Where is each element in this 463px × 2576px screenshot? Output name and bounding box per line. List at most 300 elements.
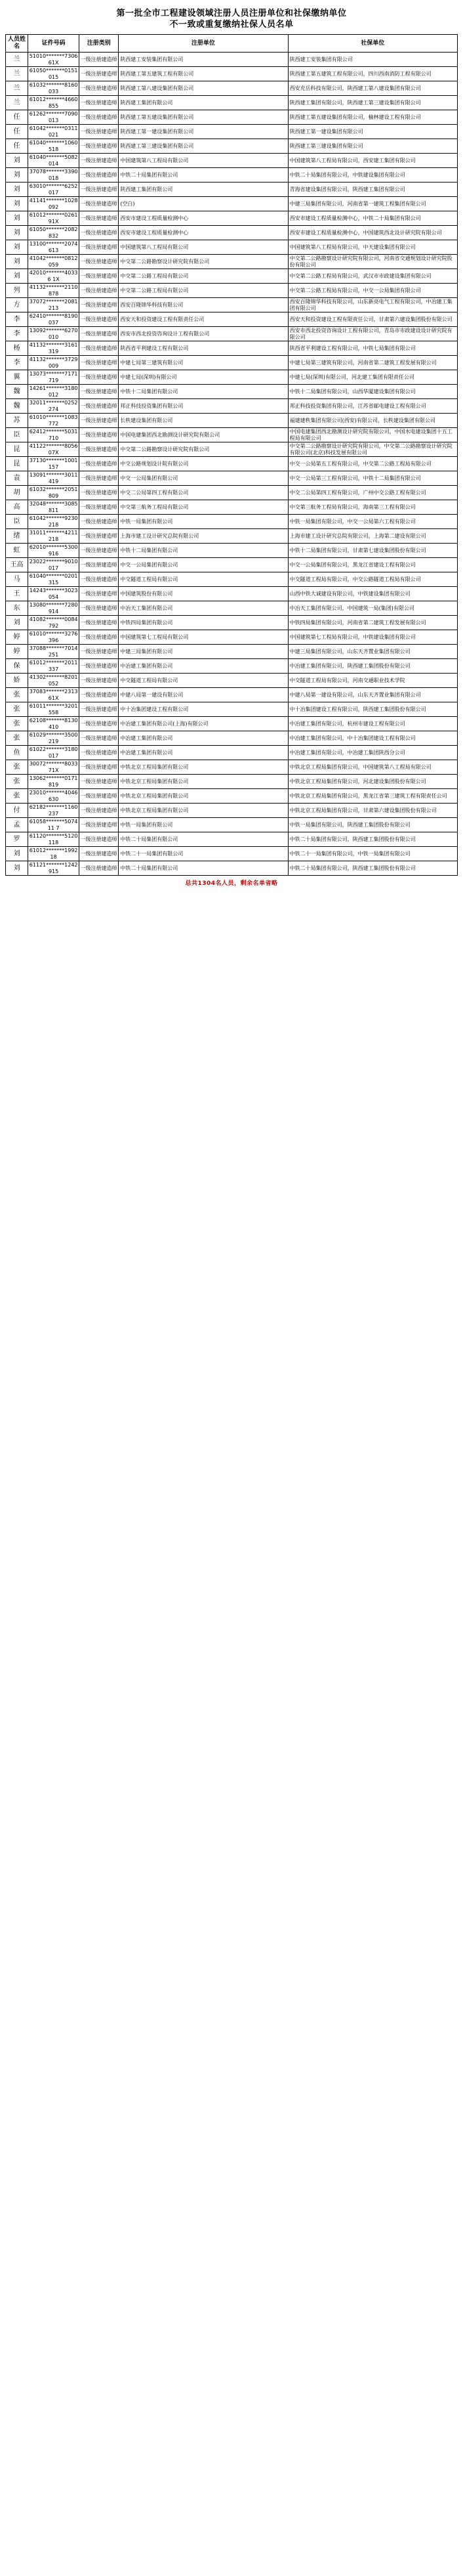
table-body: [6, 53, 458, 876]
cell-type: 一级注册建造师: [79, 442, 119, 457]
cell-cert: 61058*******507411 7: [28, 818, 79, 832]
cell-reg-unit: 长秩建设集团有限公司: [119, 414, 288, 428]
cell-type: 一级注册建造师: [79, 486, 119, 500]
cell-social-unit: 陕西建工第五建设集团有限公司，榆林建设工程有限公司: [288, 110, 457, 125]
cell-social-unit: 中建三局集团有限公司，山东天齐置业集团有限公司: [288, 645, 457, 659]
cell-name: 刘: [6, 154, 28, 168]
cell-type: 一级注册建造师: [79, 818, 119, 832]
cell-type: 一级注册建造师: [79, 356, 119, 370]
cell-type: 一级注册建造师: [79, 529, 119, 544]
cell-social-unit: 中交隧道工程局有限公司，河南交通职业技术学院: [288, 674, 457, 688]
cell-social-unit: 陕西建工第一建设集团有限公司: [288, 125, 457, 139]
cell-name: 刘: [6, 616, 28, 630]
cell-reg-unit: 中国建筑第八工程局有限公司: [119, 240, 288, 255]
table-row: [6, 702, 458, 717]
table-row: [6, 255, 458, 269]
cell-cert: 61029*******3500219: [28, 731, 79, 746]
cell-name: 王: [6, 587, 28, 601]
cell-name: 兰: [6, 53, 28, 67]
cell-name: 王高: [6, 558, 28, 572]
cell-reg-unit: 中建三局集团有限公司: [119, 645, 288, 659]
cell-name: 东: [6, 601, 28, 616]
table-row: [6, 139, 458, 154]
cell-type: 一级注册建造师: [79, 688, 119, 702]
table-row: [6, 601, 458, 616]
cell-name: 孟: [6, 818, 28, 832]
cell-cert: 61011*******3201558: [28, 702, 79, 717]
cell-social-unit: 福建建秩集团有限公司(西安)有限公司，长秩建设集团有限公司: [288, 414, 457, 428]
cell-social-unit: 中铁十二局集团有限公司，甘肃第七建设集团股份有限公司: [288, 544, 457, 558]
table-row: [6, 471, 458, 486]
cell-name: 刘: [6, 182, 28, 197]
header-cert: 证件号码: [28, 35, 79, 53]
cell-cert: 61042*******0311021: [28, 125, 79, 139]
cell-cert: 62412*******5031710: [28, 428, 79, 442]
cell-name: 臣: [6, 515, 28, 529]
cell-name: 保: [6, 659, 28, 674]
cell-social-unit: 中铁北京工程局集团有限公司，河北建设集团股份有限公司: [288, 775, 457, 789]
table-row: [6, 789, 458, 804]
cell-cert: 41132*******3161319: [28, 341, 79, 356]
table-row: [6, 746, 458, 760]
cell-reg-unit: 中冶建工集团有限公司: [119, 731, 288, 746]
cell-type: 一级注册建造师: [79, 168, 119, 182]
cell-social-unit: 西安百隆锦华科技有限公司，山东新亮电气工程有限公司，中冶建工集团有限公司: [288, 298, 457, 312]
document-title: [5, 8, 458, 30]
cell-type: 一级注册建造师: [79, 139, 119, 154]
cell-social-unit: 中十冶集团建设工程有限公司，陕西建工集团股份有限公司: [288, 702, 457, 717]
cell-social-unit: 陕西建工安装集团有限公司: [288, 53, 457, 67]
cell-reg-unit: 陕西建工集团有限公司: [119, 182, 288, 197]
cell-social-unit: 陕西建工集团有限公司，陕西建工第三建设集团有限公司: [288, 96, 457, 110]
cell-social-unit: 中交二公局第四工程有限公司，广州中交公路工程有限公司: [288, 486, 457, 500]
cell-reg-unit: 中铁二十局集团有限公司: [119, 832, 288, 847]
table-row: [6, 96, 458, 110]
table-row: [6, 832, 458, 847]
cell-type: 一级注册建造师: [79, 731, 119, 746]
cell-cert: 30072*******803371X: [28, 760, 79, 775]
cell-type: 一级注册建造师: [79, 572, 119, 587]
document-page: [0, 0, 463, 893]
cell-reg-unit: 中十冶集团建设工程有限公司: [119, 702, 288, 717]
cell-type: 一级注册建造师: [79, 414, 119, 428]
table-row: [6, 731, 458, 746]
cell-type: 一级注册建造师: [79, 558, 119, 572]
cell-reg-unit: 中交第二公路勘察设计研究院有限公司: [119, 442, 288, 457]
table-row: [6, 572, 458, 587]
cell-name: 刘: [6, 861, 28, 876]
cell-name: 刘: [6, 847, 28, 861]
cell-name: 列: [6, 284, 28, 298]
cell-type: 一级注册建造师: [79, 760, 119, 775]
cell-cert: 62010*******5300916: [28, 544, 79, 558]
cell-cert: 61032*******2051809: [28, 486, 79, 500]
table-row: [6, 515, 458, 529]
cell-cert: 51010*******730661X: [28, 53, 79, 67]
cell-social-unit: 中交一公局第三工程有限公司，中铁十二局集团有限公司: [288, 471, 457, 486]
cell-social-unit: 中冶建工集团有限公司，陕西建工集团股份有限公司: [288, 659, 457, 674]
cell-cert: 61032*******8160033: [28, 81, 79, 96]
cell-cert: 37072*******2081213: [28, 298, 79, 312]
cell-name: 刘: [6, 255, 28, 269]
cell-social-unit: 中铁十二局集团有限公司，山西华厦建设集团有限公司: [288, 385, 457, 399]
cell-cert: 61012*******2011337: [28, 659, 79, 674]
cell-reg-unit: 中铁十二局集团有限公司: [119, 385, 288, 399]
cell-type: 一级注册建造师: [79, 125, 119, 139]
cell-type: 一级注册建造师: [79, 327, 119, 341]
cell-cert: 37083*******231361X: [28, 688, 79, 702]
cell-type: 一级注册建造师: [79, 226, 119, 240]
cell-social-unit: 邦正科技投资集团有限公司，江苏省邮电建设工程有限公司: [288, 399, 457, 414]
cell-cert: 13100*******2074613: [28, 240, 79, 255]
cell-name: 娇: [6, 674, 28, 688]
cell-name: 袁: [6, 471, 28, 486]
cell-social-unit: 中交第二公路勘察设计研究院有限公司，河南省交通规划设计研究院股份有限公司: [288, 255, 457, 269]
cell-type: 一级注册建造师: [79, 399, 119, 414]
cell-name: 刘: [6, 269, 28, 284]
cell-social-unit: 陕西省平利建设工程有限公司，中铁七局集团有限公司: [288, 341, 457, 356]
table-row: [6, 197, 458, 211]
cell-cert: 61040*******1060518: [28, 139, 79, 154]
cell-social-unit: 中铁北京工程局集团有限公司，黑龙江省第三建筑工程有限责任公司: [288, 789, 457, 804]
table-row: [6, 240, 458, 255]
table-row: [6, 327, 458, 341]
cell-reg-unit: 中冶建工集团有限公司(上海)有限公司: [119, 717, 288, 731]
cell-cert: 37130*******1001157: [28, 457, 79, 471]
table-row: [6, 818, 458, 832]
cell-name: 刘: [6, 226, 28, 240]
cell-name: 昆: [6, 442, 28, 457]
cell-cert: 61262*******7090013: [28, 110, 79, 125]
cell-name: 张: [6, 702, 28, 717]
cell-reg-unit: 中交隧道工程局有限公司: [119, 572, 288, 587]
cell-reg-unit: 陕西建工第五建设集团有限公司: [119, 110, 288, 125]
cell-cert: 61012*******199218: [28, 847, 79, 861]
table-row: [6, 674, 458, 688]
cell-name: 刘: [6, 240, 28, 255]
cell-cert: 13092*******6270010: [28, 327, 79, 341]
cell-reg-unit: 中交公路规划设计院有限公司: [119, 457, 288, 471]
cell-cert: 41122*******805607X: [28, 442, 79, 457]
cell-name: 杨: [6, 341, 28, 356]
cell-name: 臣: [6, 428, 28, 442]
cell-name: 胡: [6, 486, 28, 500]
cell-reg-unit: 西安市西北投资咨询设计工程有限公司: [119, 327, 288, 341]
cell-cert: 61050*******0151015: [28, 67, 79, 81]
cell-name: 虹: [6, 544, 28, 558]
cell-cert: 13073*******7171719: [28, 370, 79, 385]
table-row: [6, 861, 458, 876]
cell-reg-unit: 陕西省平利建设工程有限公司: [119, 341, 288, 356]
table-row: [6, 529, 458, 544]
cell-type: 一级注册建造师: [79, 500, 119, 515]
table-row: [6, 688, 458, 702]
cell-social-unit: 中冶建工集团有限公司，中冶建工集团陕西分公司: [288, 746, 457, 760]
cell-type: 一级注册建造师: [79, 847, 119, 861]
cell-cert: 61040*******0201315: [28, 572, 79, 587]
cell-reg-unit: 陕西建工第五建筑工程有限公司: [119, 67, 288, 81]
cell-reg-unit: 中国建筑第八工程局有限公司: [119, 154, 288, 168]
cell-cert: 31011*******4211218: [28, 529, 79, 544]
cell-cert: 13062*******0171819: [28, 775, 79, 789]
cell-social-unit: 中国电建集团西北勘测设计研究院有限公司，中国水电建设集团十五工程局有限公司: [288, 428, 457, 442]
cell-social-unit: 中冶建工集团有限公司，杭州市建设工程有限公司: [288, 717, 457, 731]
cell-cert: 14243*******3023054: [28, 587, 79, 601]
cell-name: 李: [6, 312, 28, 327]
cell-name: 马: [6, 572, 28, 587]
cell-reg-unit: 中铁北京工程局集团有限公司: [119, 775, 288, 789]
cell-name: 付: [6, 804, 28, 818]
cell-cert: 41042*******0812059: [28, 255, 79, 269]
cell-name: 张: [6, 688, 28, 702]
cell-type: 一级注册建造师: [79, 341, 119, 356]
cell-reg-unit: 中建七局第三建筑有限公司: [119, 356, 288, 370]
cell-reg-unit: 邦正科技投资集团有限公司: [119, 399, 288, 414]
cell-reg-unit: 中铁一局集团有限公司: [119, 515, 288, 529]
cell-type: 一级注册建造师: [79, 659, 119, 674]
cell-type: 一级注册建造师: [79, 312, 119, 327]
table-row: [6, 67, 458, 81]
cell-type: 一级注册建造师: [79, 298, 119, 312]
cell-type: 一级注册建造师: [79, 211, 119, 226]
header-social-unit: 社保单位: [288, 35, 457, 53]
cell-reg-unit: 中铁二十局集团有限公司: [119, 861, 288, 876]
cell-reg-unit: 中铁一局集团有限公司: [119, 818, 288, 832]
cell-type: 一级注册建造师: [79, 674, 119, 688]
table-row: [6, 53, 458, 67]
cell-reg-unit: 中冶建工集团有限公司: [119, 746, 288, 760]
table-row: [6, 659, 458, 674]
cell-type: 一级注册建造师: [79, 746, 119, 760]
table-row: [6, 486, 458, 500]
cell-type: 一级注册建造师: [79, 53, 119, 67]
table-row: [6, 442, 458, 457]
cell-type: 一级注册建造师: [79, 385, 119, 399]
cell-reg-unit: 陕西建工集团有限公司: [119, 96, 288, 110]
cell-cert: 41141*******1028092: [28, 197, 79, 211]
cell-type: 一级注册建造师: [79, 702, 119, 717]
cell-type: 一级注册建造师: [79, 789, 119, 804]
cell-cert: 63010*******6252017: [28, 182, 79, 197]
cell-social-unit: 中国建筑第八工程局有限公司，西安建工集团有限公司: [288, 154, 457, 168]
cell-type: 一级注册建造师: [79, 515, 119, 529]
cell-cert: 61010*******3276396: [28, 630, 79, 645]
cell-reg-unit: 西安市建设工程质量检测中心: [119, 211, 288, 226]
cell-name: 张: [6, 789, 28, 804]
cell-reg-unit: 西安市建设工程质量检测中心: [119, 226, 288, 240]
cell-social-unit: 西安市建设工程质量检测中心，中铁二十局集团有限公司: [288, 211, 457, 226]
cell-type: 一级注册建造师: [79, 154, 119, 168]
cell-cert: 61010*******1083772: [28, 414, 79, 428]
cell-name: 兰: [6, 96, 28, 110]
header-type: 注册类别: [79, 35, 119, 53]
cell-cert: 62182*******1160237: [28, 804, 79, 818]
cell-social-unit: 中建三局集团有限公司，河南省第一建筑工程集团有限公司: [288, 197, 457, 211]
cell-social-unit: 中交一公局第五工程有限公司，中交第二公路工程局有限公司: [288, 457, 457, 471]
cell-name: 兰: [6, 67, 28, 81]
cell-reg-unit: 陕西建工第八建设集团有限公司: [119, 81, 288, 96]
cell-type: 一级注册建造师: [79, 255, 119, 269]
cell-cert: 61050*******2082832: [28, 226, 79, 240]
cell-reg-unit: 中铁北京工程局集团有限公司: [119, 760, 288, 775]
cell-type: 一级注册建造师: [79, 861, 119, 876]
cell-name: 魏: [6, 385, 28, 399]
table-row: [6, 298, 458, 312]
cell-reg-unit: 中铁北京工程局集团有限公司: [119, 789, 288, 804]
cell-cert: 41132*******3729009: [28, 356, 79, 370]
cell-reg-unit: 中交第三航务工程局有限公司: [119, 500, 288, 515]
cell-reg-unit: 中铁北京工程局集团有限公司: [119, 804, 288, 818]
table-row: [6, 312, 458, 327]
cell-type: 一级注册建造师: [79, 587, 119, 601]
cell-cert: 23010*******4046630: [28, 789, 79, 804]
cell-social-unit: 陕西建工第三建设集团有限公司: [288, 139, 457, 154]
cell-name: 张: [6, 775, 28, 789]
table-row: [6, 154, 458, 168]
cell-reg-unit: 上海市建工设计研究总院有限公司: [119, 529, 288, 544]
table-row: [6, 182, 458, 197]
cell-type: 一级注册建造师: [79, 269, 119, 284]
cell-type: 一级注册建造师: [79, 471, 119, 486]
table-row: [6, 775, 458, 789]
cell-type: 一级注册建造师: [79, 428, 119, 442]
cell-cert: 13091*******3011419: [28, 471, 79, 486]
cell-name: 张: [6, 731, 28, 746]
cell-name: 昆: [6, 457, 28, 471]
cell-cert: 61012*******026191X: [28, 211, 79, 226]
cell-cert: 61121*******1242915: [28, 861, 79, 876]
cell-reg-unit: 中国建筑股份有限公司: [119, 587, 288, 601]
table-row: [6, 370, 458, 385]
cell-social-unit: 西安天和投资建设工程有限责任公司，甘肃第六建设集团股份有限公司: [288, 312, 457, 327]
cell-cert: 61042*******9230218: [28, 515, 79, 529]
cell-name: 苏: [6, 414, 28, 428]
cell-social-unit: 中交第二公路勘察设计研究院有限公司，中交第二公路勘察设计研究院有限公司(北京)科技发展有限公司: [288, 442, 457, 457]
cell-type: 一级注册建造师: [79, 197, 119, 211]
cell-reg-unit: 中铁四局集团有限公司: [119, 616, 288, 630]
cell-reg-unit: 中交二公局第四工程有限公司: [119, 486, 288, 500]
cell-name: 刘: [6, 168, 28, 182]
cell-social-unit: 上海市建工设计研究总院有限公司，上海第二建设有限公司: [288, 529, 457, 544]
table-row: [6, 110, 458, 125]
cell-social-unit: 西安市西北投资咨询设计工程有限公司，青岛市市政建设设计研究院有限公司: [288, 327, 457, 341]
table-row: [6, 630, 458, 645]
cell-social-unit: 中铁二十一局集团有限公司，中铁一局集团有限公司: [288, 847, 457, 861]
cell-reg-unit: 中铁十二局集团有限公司: [119, 544, 288, 558]
cell-social-unit: 青海省建设集团有限公司，陕西建工集团有限公司: [288, 182, 457, 197]
cell-cert: 32011*******0252274: [28, 399, 79, 414]
table-row: [6, 616, 458, 630]
cell-name: 鱼: [6, 746, 28, 760]
cell-name: 李: [6, 356, 28, 370]
registrants-table: [5, 34, 458, 876]
cell-type: 一级注册建造师: [79, 182, 119, 197]
cell-social-unit: 中国建筑第七工程局有限公司，中铁建设集团有限公司: [288, 630, 457, 645]
cell-type: 一级注册建造师: [79, 645, 119, 659]
cell-cert: 13080*******7280914: [28, 601, 79, 616]
cell-cert: 61040*******5082014: [28, 154, 79, 168]
cell-social-unit: 中铁北京工程局集团有限公司，甘肃第六建设集团股份有限公司: [288, 804, 457, 818]
cell-cert: 41132*******2110878: [28, 284, 79, 298]
cell-social-unit: 山西中铁大诚建设有限公司，中铁建设集团有限公司: [288, 587, 457, 601]
cell-type: 一级注册建造师: [79, 804, 119, 818]
cell-social-unit: 中交第二公路工程局有限公司，武汉市市政建设集团有限公司: [288, 269, 457, 284]
cell-name: 翼: [6, 370, 28, 385]
cell-type: 一级注册建造师: [79, 457, 119, 471]
table-row: [6, 284, 458, 298]
cell-name: 张: [6, 760, 28, 775]
cell-social-unit: 中国建筑第八工程局有限公司，中天建设集团有限公司: [288, 240, 457, 255]
cell-cert: 61120*******5120118: [28, 832, 79, 847]
cell-social-unit: 中铁一局集团有限公司，陕西建工集团股份有限公司: [288, 818, 457, 832]
cell-name: 李: [6, 327, 28, 341]
table-row: [6, 544, 458, 558]
table-row: [6, 717, 458, 731]
cell-name: 任: [6, 125, 28, 139]
cell-type: 一级注册建造师: [79, 284, 119, 298]
cell-reg-unit: 陕西建工第三建设集团有限公司: [119, 139, 288, 154]
cell-name: 绪: [6, 529, 28, 544]
cell-social-unit: 中铁北京工程局集团有限公司，中国建筑第八工程局有限公司: [288, 760, 457, 775]
table-row: [6, 760, 458, 775]
table-row: [6, 399, 458, 414]
title-line-2: 不一致或重复缴纳社保人员名单: [169, 20, 294, 30]
cell-cert: 41302*******8201052: [28, 674, 79, 688]
cell-type: 一级注册建造师: [79, 96, 119, 110]
cell-type: 一级注册建造师: [79, 370, 119, 385]
cell-reg-unit: 中国建筑第七工程局有限公司: [119, 630, 288, 645]
table-row: [6, 341, 458, 356]
cell-name: 方: [6, 298, 28, 312]
table-row: [6, 356, 458, 370]
cell-reg-unit: 中建七局(深圳)有限公司: [119, 370, 288, 385]
cell-social-unit: 中交第二公路工程局有限公司，中交一公局集团有限公司: [288, 284, 457, 298]
table-row: [6, 81, 458, 96]
footer-note: 总共1304名人员，剩余名单省略: [185, 880, 278, 887]
cell-type: 一级注册建造师: [79, 110, 119, 125]
cell-cert: 41082*******0084792: [28, 616, 79, 630]
cell-social-unit: 中铁二十局集团有限公司，陕西建工集团股份有限公司: [288, 861, 457, 876]
table-row: [6, 125, 458, 139]
cell-reg-unit: 西安百隆锦华科技有限公司: [119, 298, 288, 312]
table-row: [6, 558, 458, 572]
table-row: [6, 500, 458, 515]
cell-name: 刘: [6, 197, 28, 211]
cell-type: 一级注册建造师: [79, 544, 119, 558]
cell-name: 罗: [6, 832, 28, 847]
cell-reg-unit: 中冶天工集团有限公司: [119, 601, 288, 616]
cell-name: 任: [6, 139, 28, 154]
cell-reg-unit: 中建八局第一建设有限公司: [119, 688, 288, 702]
cell-social-unit: 中铁四局集团有限公司，河南省第二建筑工程发展有限公司: [288, 616, 457, 630]
table-row: [6, 645, 458, 659]
cell-reg-unit: 中交第二公路工程局有限公司: [119, 269, 288, 284]
cell-type: 一级注册建造师: [79, 240, 119, 255]
cell-reg-unit: 中交第二公路工程局有限公司: [119, 284, 288, 298]
cell-social-unit: 中铁二十局集团有限公司，陕西建工集团股份有限公司: [288, 832, 457, 847]
cell-type: 一级注册建造师: [79, 616, 119, 630]
cell-cert: 37088*******7014251: [28, 645, 79, 659]
cell-cert: 37078*******3390018: [28, 168, 79, 182]
cell-social-unit: 西安充岳科技有限公司，陕西建工第八建设集团有限公司: [288, 81, 457, 96]
cell-social-unit: 中交隧道工程局有限公司，中交公路隧道工程局有限公司: [288, 572, 457, 587]
cell-reg-unit: 中交一公局集团有限公司: [119, 471, 288, 486]
cell-name: 高: [6, 500, 28, 515]
cell-reg-unit: 中铁二十局集团有限公司: [119, 168, 288, 182]
table-row: [6, 428, 458, 442]
cell-cert: 62108*******8130410: [28, 717, 79, 731]
cell-type: 一级注册建造师: [79, 775, 119, 789]
